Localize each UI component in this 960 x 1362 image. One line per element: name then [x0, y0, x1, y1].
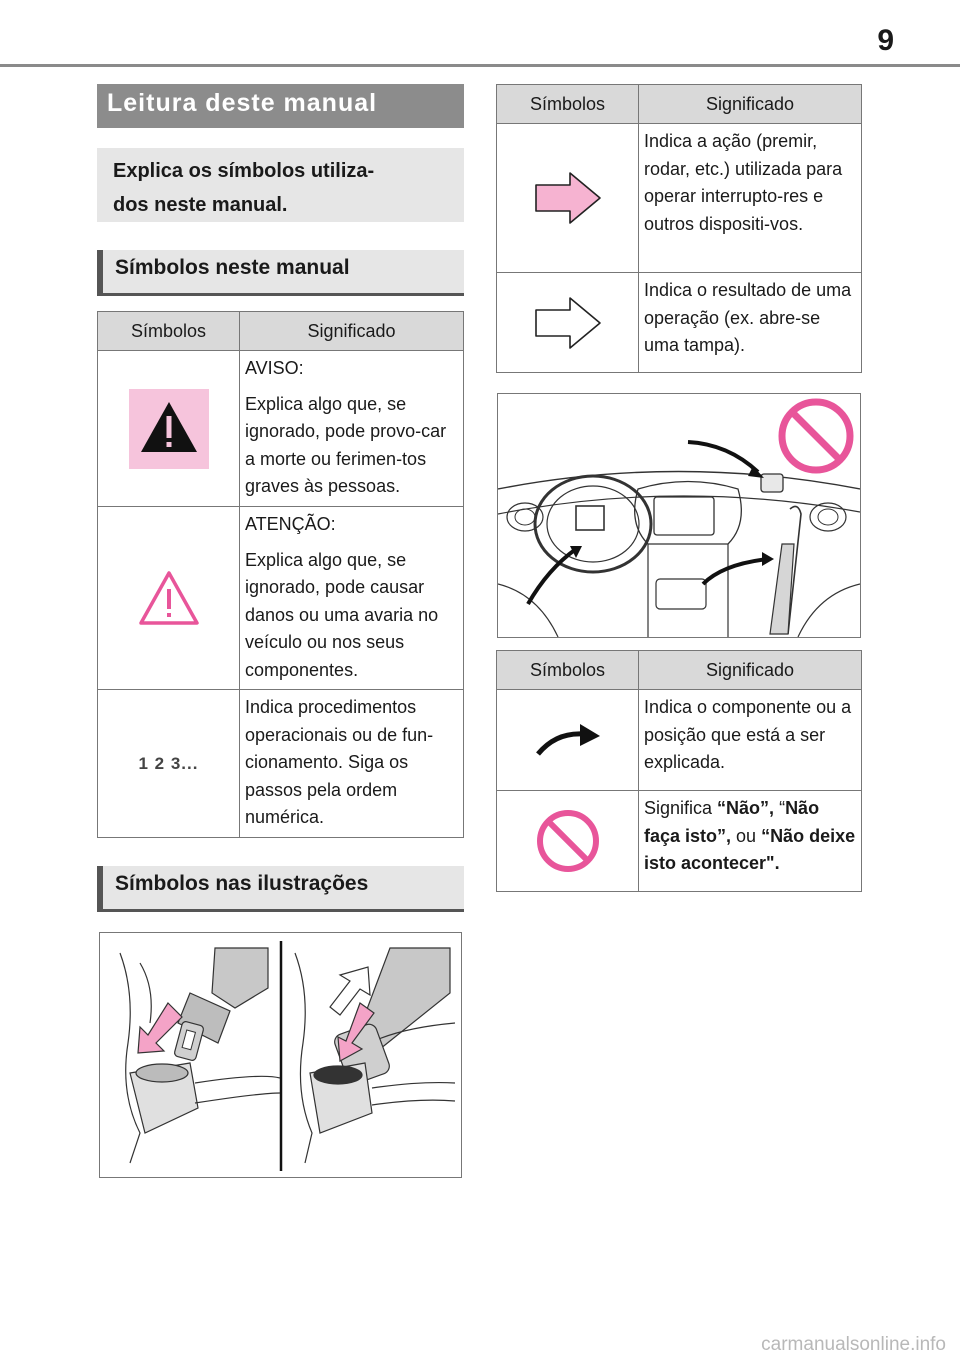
table-row: [497, 690, 862, 791]
outline-result-arrow-icon: [534, 296, 602, 350]
caution-triangle-outline-icon: [137, 569, 201, 627]
intro-box: [97, 148, 464, 222]
illustration-symbols-heading: Símbolos nas ilustrações: [97, 866, 464, 912]
pointer-symbols-table: [496, 650, 862, 892]
seatbelt-illustration: [99, 932, 462, 1178]
table-row: [98, 507, 464, 690]
row-text: [644, 795, 857, 878]
seatbelt-buckle-illustration: [100, 933, 461, 1177]
col-meaning: Significado: [240, 312, 464, 351]
row-title: ATENÇÃO:: [245, 514, 336, 534]
col-meaning: Significado: [639, 85, 862, 124]
col-symbols: Símbolos: [497, 85, 639, 124]
prohibition-sign-icon: [535, 808, 601, 874]
row-text: Indica o componente ou a posição que está a ser explicada.: [644, 697, 852, 772]
intro-line-1: Explica os símbolos utiliza-: [113, 160, 375, 182]
bold-nao-deixe: “Não deixe isto acontecer".: [644, 825, 856, 873]
text-mid-1: “: [774, 798, 786, 818]
row-text: Indica a ação (premir, rodar, etc.) utilizada para operar interrupto-res e outros dispositi-vos.: [644, 131, 843, 234]
bold-nao: “Não”,: [717, 798, 775, 818]
bold-nao-faca: Não faça isto”,: [644, 798, 820, 846]
footer-watermark: carmanualsonline.info: [761, 1334, 946, 1355]
row-text: Indica procedimentos operacionais ou de fun-cionamento. Siga os passos pela ordem numérica.: [245, 697, 434, 827]
curved-pointer-arrow-icon: [534, 720, 602, 760]
col-symbols: Símbolos: [497, 651, 639, 690]
row-text: Explica algo que, se ignorado, pode causar danos ou uma avaria no veículo ou nos seus componentes.: [245, 549, 439, 680]
section-title: Leitura deste manual: [97, 84, 464, 128]
page-number: 9: [877, 24, 894, 57]
text-mid-2: ou: [731, 825, 762, 846]
col-symbols: Símbolos: [98, 312, 240, 351]
pink-action-arrow-icon: [534, 171, 602, 225]
table-row: [98, 351, 464, 507]
dashboard-interior-illustration: [498, 394, 860, 637]
manual-symbols-table: [97, 311, 464, 838]
numbered-steps-icon: 1 2 3...: [138, 753, 199, 773]
col-meaning: Significado: [639, 651, 862, 690]
warning-triangle-filled-icon: [129, 389, 209, 469]
text-prefix: Significa: [644, 798, 718, 818]
dashboard-illustration: [497, 393, 861, 638]
table-row: [497, 124, 862, 273]
table-row: [497, 273, 862, 373]
row-text: Explica algo que, se ignorado, pode provo-car a morte ou ferimen-tos graves às pessoas.: [245, 393, 447, 496]
manual-symbols-heading: Símbolos neste manual: [97, 250, 464, 296]
table-row: [98, 690, 464, 838]
top-rule: [0, 64, 960, 67]
row-text: Indica o resultado de uma operação (ex. abre-se uma tampa).: [644, 280, 852, 355]
row-title: AVISO:: [245, 358, 304, 378]
action-symbols-table: [496, 84, 862, 373]
table-row: [497, 791, 862, 892]
intro-line-2: dos neste manual.: [113, 194, 288, 216]
